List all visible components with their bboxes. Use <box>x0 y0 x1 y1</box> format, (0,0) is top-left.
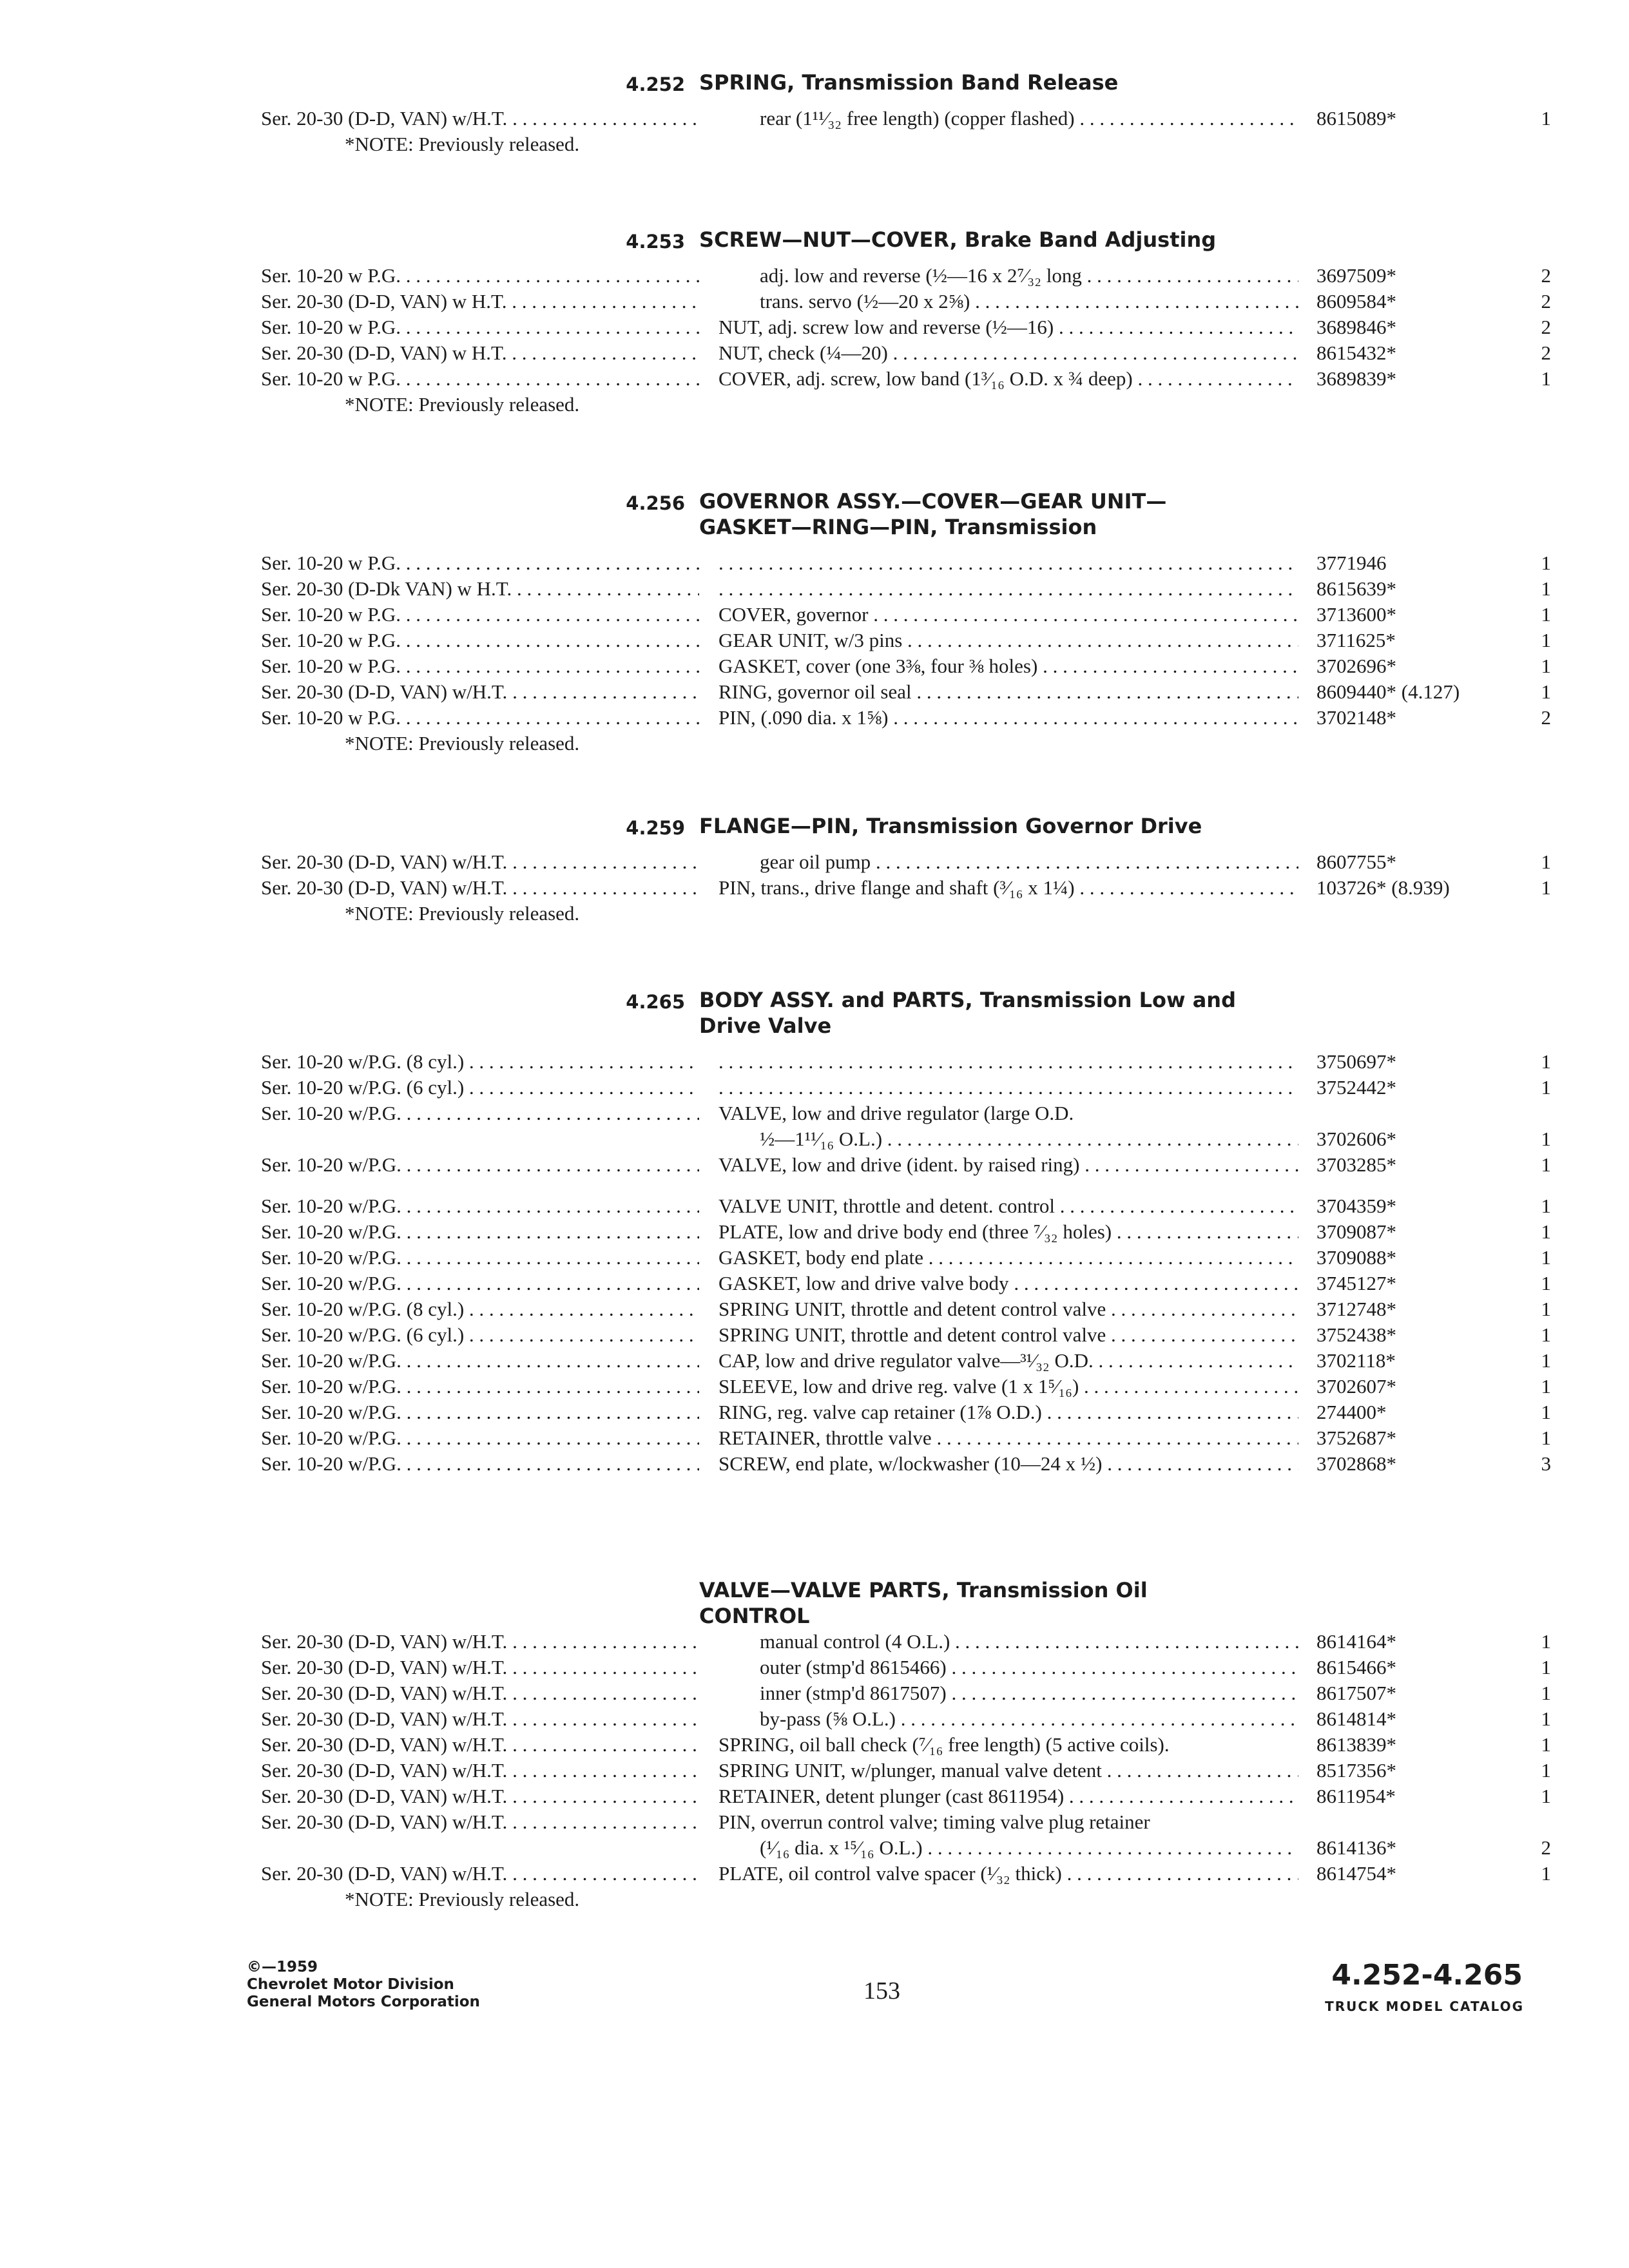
model-application: Ser. 20-30 (D-D, VAN) w/H.T. . . . <box>261 849 699 875</box>
section-title-line-1: VALVE—VALVE PARTS, Transmission Oil <box>699 1578 1148 1602</box>
part-description: manual control (4 O.L.) . . . <box>718 1629 1298 1655</box>
part-description: PIN, overrun control valve; timing valve plug retainer <box>718 1811 1150 1833</box>
part-description <box>718 1100 1298 1152</box>
model-application: Ser. 10-20 w/P.G. (6 cyl.) . . . <box>261 1322 699 1348</box>
section-title-line-2: Drive Valve <box>699 1014 832 1038</box>
part-row <box>0 550 1629 576</box>
section-4-256 <box>0 488 1629 756</box>
part-row <box>0 849 1629 875</box>
model-application: Ser. 20-30 (D-D, VAN) w/H.T. . . . <box>261 1629 699 1655</box>
section-header <box>0 488 1629 540</box>
part-number: 3702606* <box>1316 1128 1396 1150</box>
part-description: GASKET, body end plate . . . <box>718 1245 1298 1271</box>
part-description <box>718 1049 1298 1075</box>
model-application: Ser. 10-20 w/P.G. . . . <box>261 1100 699 1126</box>
section-4-253 <box>0 227 1629 418</box>
part-number: 3689839* <box>1316 367 1396 390</box>
part-row <box>0 1049 1629 1075</box>
quantity: 2 <box>1541 290 1551 312</box>
part-description: NUT, adj. screw low and reverse (½—16) . . . <box>718 314 1298 340</box>
quantity: 1 <box>1541 1153 1551 1176</box>
model-application: Ser. 20-30 (D-D, VAN) w/H.T. . . . <box>261 1861 699 1887</box>
part-description: outer (stmp'd 8615466) . . . <box>718 1655 1298 1680</box>
section-title-line-1: GOVERNOR ASSY.—COVER—GEAR UNIT— <box>699 489 1167 514</box>
part-row <box>0 1322 1629 1348</box>
part-row <box>0 1835 1629 1861</box>
part-row <box>0 1075 1629 1100</box>
part-row <box>0 1374 1629 1399</box>
section-number: 4.253 <box>626 231 685 253</box>
part-number: 8614164* <box>1316 1630 1396 1653</box>
model-application: Ser. 10-20 w P.G. . . . <box>261 314 699 340</box>
section-header <box>0 987 1629 1039</box>
model-application: Ser. 10-20 w/P.G. . . . <box>261 1152 699 1178</box>
part-row <box>0 1451 1629 1477</box>
part-number: 8517356* <box>1316 1759 1396 1782</box>
quantity: 1 <box>1541 1682 1551 1704</box>
model-application: Ser. 20-30 (D-D, VAN) w H.T. . . . <box>261 289 699 314</box>
part-row <box>0 106 1629 131</box>
section-4-259 <box>0 813 1629 927</box>
part-number: 3703285* <box>1316 1153 1396 1176</box>
model-application: Ser. 10-20 w/P.G. . . . <box>261 1348 699 1374</box>
section-number: 4.256 <box>626 492 685 514</box>
section-title-line-2: CONTROL <box>699 1604 810 1628</box>
part-description: PIN, trans., drive flange and shaft (³⁄₁₆ x 1¼) . . . <box>718 875 1298 901</box>
section-title <box>699 1577 1279 1629</box>
parts-list <box>0 263 1629 392</box>
part-description: rear (1¹¹⁄₃₂ free length) (copper flashed) . . . <box>718 106 1298 131</box>
part-number: 3709087* <box>1316 1220 1396 1243</box>
part-description: by-pass (⅝ O.L.) . . . <box>718 1706 1298 1732</box>
quantity: 1 <box>1541 1733 1551 1756</box>
quantity: 1 <box>1541 577 1551 600</box>
part-number: 8609440* (4.127) <box>1316 680 1460 703</box>
model-application: Ser. 10-20 w P.G. . . . <box>261 366 699 392</box>
part-row <box>0 1245 1629 1271</box>
part-number: 3771946 <box>1316 552 1387 574</box>
model-application: Ser. 20-30 (D-D, VAN) w/H.T. . . . <box>261 1783 699 1809</box>
part-row <box>0 1399 1629 1425</box>
quantity: 1 <box>1541 603 1551 626</box>
quantity: 1 <box>1541 1128 1551 1150</box>
part-number: 8614754* <box>1316 1862 1396 1885</box>
model-application: Ser. 20-30 (D-D, VAN) w/H.T. . . . <box>261 1655 699 1680</box>
quantity: 1 <box>1541 1759 1551 1782</box>
part-row <box>0 1861 1629 1887</box>
quantity: 2 <box>1541 341 1551 364</box>
quantity: 1 <box>1541 1375 1551 1398</box>
section-number: 4.259 <box>626 817 685 839</box>
part-row <box>0 340 1629 366</box>
quantity: 1 <box>1541 1220 1551 1243</box>
parts-list <box>0 849 1629 901</box>
page-number: 153 <box>863 1977 900 2004</box>
part-number: 3713600* <box>1316 603 1396 626</box>
part-description: RETAINER, throttle valve . . . <box>718 1425 1298 1451</box>
quantity: 2 <box>1541 706 1551 729</box>
part-description: GASKET, low and drive valve body . . . <box>718 1271 1298 1296</box>
part-number: 8617507* <box>1316 1682 1396 1704</box>
part-description: VALVE, low and drive (ident. by raised ring) . . . <box>718 1152 1298 1178</box>
part-row <box>0 1271 1629 1296</box>
model-application: Ser. 10-20 w/P.G. . . . <box>261 1245 699 1271</box>
part-description: RETAINER, detent plunger (cast 8611954) . . . <box>718 1783 1298 1809</box>
part-row <box>0 1348 1629 1374</box>
quantity: 2 <box>1541 1836 1551 1859</box>
section-title <box>699 987 1279 1039</box>
model-application: Ser. 10-20 w P.G. . . . <box>261 653 699 679</box>
part-row <box>0 1425 1629 1451</box>
part-row <box>0 1152 1629 1178</box>
part-description: SPRING UNIT, throttle and detent control valve . . . <box>718 1296 1298 1322</box>
model-application: Ser. 10-20 w/P.G. (8 cyl.) . . . <box>261 1049 699 1075</box>
model-application: Ser. 20-30 (D-D, VAN) w/H.T. . . . <box>261 1732 699 1758</box>
part-description: inner (stmp'd 8617507) . . . <box>718 1680 1298 1706</box>
part-description-line-1: VALVE, low and drive regulator (large O.D. <box>718 1102 1074 1124</box>
part-number: 3702868* <box>1316 1452 1396 1475</box>
part-description: COVER, governor . . . <box>718 602 1298 628</box>
part-row <box>0 1629 1629 1655</box>
model-application: Ser. 20-30 (D-D, VAN) w/H.T. . . . <box>261 875 699 901</box>
section-title-line-1: BODY ASSY. and PARTS, Transmission Low and <box>699 988 1236 1012</box>
quantity: 1 <box>1541 1630 1551 1653</box>
part-number: 8607755* <box>1316 850 1396 873</box>
section-4-265 <box>0 987 1629 1477</box>
part-row <box>0 1680 1629 1706</box>
part-row <box>0 1655 1629 1680</box>
quantity: 1 <box>1541 1349 1551 1372</box>
section-title <box>699 488 1279 540</box>
part-description: RING, reg. valve cap retainer (1⅞ O.D.) . . . <box>718 1399 1298 1425</box>
section-title: FLANGE—PIN, Transmission Governor Drive <box>699 814 1202 838</box>
section-number <box>0 1577 699 1581</box>
part-number: 8615432* <box>1316 341 1396 364</box>
part-row <box>0 1783 1629 1809</box>
part-row <box>0 1296 1629 1322</box>
part-row <box>0 602 1629 628</box>
part-row <box>0 366 1629 392</box>
quantity: 1 <box>1541 1272 1551 1294</box>
quantity: 2 <box>1541 264 1551 287</box>
model-application: Ser. 10-20 w/P.G. . . . <box>261 1193 699 1219</box>
part-description <box>718 576 1298 602</box>
part-row <box>0 263 1629 289</box>
quantity: 1 <box>1541 876 1551 899</box>
part-row <box>0 1193 1629 1219</box>
section-title-line-2: GASKET—RING—PIN, Transmission <box>699 515 1097 539</box>
part-number: 103726* (8.939) <box>1316 876 1450 899</box>
model-application: Ser. 20-30 (D-D, VAN) w/H.T. . . . <box>261 1758 699 1783</box>
quantity: 1 <box>1541 107 1551 130</box>
part-description: gear oil pump . . . <box>718 849 1298 875</box>
parts-list <box>0 1629 1629 1887</box>
part-row <box>0 576 1629 602</box>
quantity: 1 <box>1541 1656 1551 1678</box>
section-4-252 <box>0 70 1629 157</box>
part-number: 3704359* <box>1316 1195 1396 1217</box>
model-application: Ser. 10-20 w P.G. . . . <box>261 705 699 731</box>
section-valve-parts <box>0 1577 1629 1912</box>
copyright: ©—1959 <box>247 1959 318 1975</box>
section-number: 4.252 <box>626 73 685 95</box>
part-number: 8615639* <box>1316 577 1396 600</box>
part-description: SPRING, oil ball check (⁷⁄₁₆ free length) (5 active coils). <box>718 1733 1170 1756</box>
part-row <box>0 1809 1629 1835</box>
model-application: Ser. 20-30 (D-D, VAN) w/H.T. . . . <box>261 106 699 131</box>
part-number: 3711625* <box>1316 629 1396 651</box>
model-application: Ser. 20-30 (D-D, VAN) w/H.T. . . . <box>261 679 699 705</box>
part-number: 3752438* <box>1316 1323 1396 1346</box>
part-number: 3745127* <box>1316 1272 1396 1294</box>
model-application: Ser. 10-20 w P.G. . . . <box>261 550 699 576</box>
parts-list <box>0 106 1629 131</box>
part-number: 3752442* <box>1316 1076 1396 1099</box>
section-header <box>0 70 1629 95</box>
quantity: 1 <box>1541 1785 1551 1807</box>
model-application: Ser. 20-30 (D-D, VAN) w/H.T. . . . <box>261 1809 699 1835</box>
section-header <box>0 813 1629 839</box>
quantity: 1 <box>1541 850 1551 873</box>
quantity: 1 <box>1541 1401 1551 1423</box>
quantity: 1 <box>1541 655 1551 677</box>
note: *NOTE: Previously released. <box>345 902 580 925</box>
part-description: GASKET, cover (one 3⅜, four ⅜ holes) . . . <box>718 653 1298 679</box>
model-application: Ser. 10-20 w/P.G. (8 cyl.) . . . <box>261 1296 699 1322</box>
section-number: 4.265 <box>626 991 685 1013</box>
part-description: VALVE UNIT, throttle and detent. control . . . <box>718 1193 1298 1219</box>
part-description: CAP, low and drive regulator valve—³¹⁄₃₂ O.D. . . . <box>718 1348 1298 1374</box>
quantity: 1 <box>1541 1298 1551 1320</box>
section-range: 4.252-4.265 <box>1331 1959 1523 1992</box>
quantity: 1 <box>1541 367 1551 390</box>
quantity: 1 <box>1541 629 1551 651</box>
part-row <box>0 1758 1629 1783</box>
part-description: NUT, check (¼—20) . . . <box>718 340 1298 366</box>
part-description: PIN, (.090 dia. x 1⅝) . . . <box>718 705 1298 731</box>
parts-list <box>0 1049 1629 1477</box>
section-header <box>0 227 1629 253</box>
part-number: 3750697* <box>1316 1050 1396 1073</box>
model-application: Ser. 10-20 w/P.G. . . . <box>261 1451 699 1477</box>
model-application: Ser. 10-20 w/P.G. . . . <box>261 1219 699 1245</box>
note: *NOTE: Previously released. <box>345 732 580 754</box>
model-application: Ser. 10-20 w P.G. . . . <box>261 602 699 628</box>
publisher-division: Chevrolet Motor Division <box>247 1976 454 1993</box>
quantity: 1 <box>1541 1707 1551 1730</box>
part-number: 3702696* <box>1316 655 1396 677</box>
part-number: 8614814* <box>1316 1707 1396 1730</box>
part-number: 3709088* <box>1316 1246 1396 1269</box>
quantity: 1 <box>1541 680 1551 703</box>
part-row <box>0 289 1629 314</box>
part-row <box>0 875 1629 901</box>
part-description: PLATE, oil control valve spacer (¹⁄₃₂ thick) . . . <box>718 1861 1298 1887</box>
model-application: Ser. 10-20 w/P.G. (6 cyl.) . . . <box>261 1075 699 1100</box>
quantity: 1 <box>1541 1050 1551 1073</box>
part-description: adj. low and reverse (½—16 x 2⁷⁄₃₂ long . . . <box>718 263 1298 289</box>
quantity: 1 <box>1541 552 1551 574</box>
part-description-line-2: ½—1¹¹⁄₁₆ O.L.) . . . <box>718 1126 1298 1152</box>
catalog-title: TRUCK MODEL CATALOG <box>1325 1999 1524 2014</box>
part-number: 3712748* <box>1316 1298 1396 1320</box>
model-application: Ser. 10-20 w/P.G. . . . <box>261 1271 699 1296</box>
part-description: RING, governor oil seal . . . <box>718 679 1298 705</box>
section-title: SPRING, Transmission Band Release <box>699 70 1119 95</box>
part-row <box>0 1706 1629 1732</box>
part-number: 3702607* <box>1316 1375 1396 1398</box>
part-description: SPRING UNIT, throttle and detent control valve . . . <box>718 1322 1298 1348</box>
part-description: trans. servo (½—20 x 2⅝) . . . <box>718 289 1298 314</box>
part-number: 3702118* <box>1316 1349 1396 1372</box>
part-number: 3689846* <box>1316 316 1396 338</box>
quantity: 2 <box>1541 316 1551 338</box>
quantity: 1 <box>1541 1323 1551 1346</box>
note: *NOTE: Previously released. <box>345 393 580 416</box>
part-description: PLATE, low and drive body end (three ⁷⁄₃₂ holes) . . . <box>718 1219 1298 1245</box>
part-row <box>0 1732 1629 1758</box>
part-description: SCREW, end plate, w/lockwasher (10—24 x ½) . . . <box>718 1451 1298 1477</box>
part-row <box>0 1219 1629 1245</box>
publisher-corporation: General Motors Corporation <box>247 1994 480 2010</box>
part-number: 3702148* <box>1316 706 1396 729</box>
quantity: 1 <box>1541 1246 1551 1269</box>
part-description: COVER, adj. screw, low band (1³⁄₁₆ O.D. x ¾ deep) . . . <box>718 366 1298 392</box>
part-description: (¹⁄₁₆ dia. x ¹⁵⁄₁₆ O.L.) . . . <box>718 1835 1298 1861</box>
quantity: 3 <box>1541 1452 1551 1475</box>
part-description <box>718 1075 1298 1100</box>
note: *NOTE: Previously released. <box>345 133 580 155</box>
model-application: Ser. 10-20 w/P.G. . . . <box>261 1399 699 1425</box>
part-row <box>0 679 1629 705</box>
part-description: SLEEVE, low and drive reg. valve (1 x 1⁵⁄₁₆) . . . <box>718 1374 1298 1399</box>
part-row <box>0 653 1629 679</box>
model-application: Ser. 10-20 w P.G. . . . <box>261 263 699 289</box>
part-row <box>0 1100 1629 1152</box>
footer-publisher <box>247 1959 480 2011</box>
part-number: 8615466* <box>1316 1656 1396 1678</box>
part-row <box>0 705 1629 731</box>
section-title: SCREW—NUT—COVER, Brake Band Adjusting <box>699 227 1217 252</box>
section-header <box>0 1577 1629 1629</box>
part-number: 8613839* <box>1316 1733 1396 1756</box>
parts-list <box>0 550 1629 731</box>
model-application: Ser. 10-20 w P.G. . . . <box>261 628 699 653</box>
model-application: Ser. 20-30 (D-D, VAN) w/H.T. . . . <box>261 1680 699 1706</box>
part-number: 8609584* <box>1316 290 1396 312</box>
part-number: 8614136* <box>1316 1836 1396 1859</box>
part-number: 3752687* <box>1316 1427 1396 1449</box>
model-application: Ser. 10-20 w/P.G. . . . <box>261 1374 699 1399</box>
quantity: 1 <box>1541 1427 1551 1449</box>
part-row <box>0 628 1629 653</box>
part-number: 3697509* <box>1316 264 1396 287</box>
part-number: 8611954* <box>1316 1785 1396 1807</box>
model-application: Ser. 20-30 (D-Dk VAN) w H.T. . . . <box>261 576 699 602</box>
part-description <box>718 550 1298 576</box>
model-application: Ser. 10-20 w/P.G. . . . <box>261 1425 699 1451</box>
part-description: SPRING UNIT, w/plunger, manual valve detent . . . <box>718 1758 1298 1783</box>
quantity: 1 <box>1541 1862 1551 1885</box>
model-application: Ser. 20-30 (D-D, VAN) w/H.T. . . . <box>261 1706 699 1732</box>
part-number: 274400* <box>1316 1401 1387 1423</box>
part-row <box>0 314 1629 340</box>
quantity: 1 <box>1541 1076 1551 1099</box>
model-application: Ser. 20-30 (D-D, VAN) w H.T. . . . <box>261 340 699 366</box>
part-number: 8615089* <box>1316 107 1396 130</box>
quantity: 1 <box>1541 1195 1551 1217</box>
note: *NOTE: Previously released. <box>345 1888 580 1910</box>
part-description: GEAR UNIT, w/3 pins . . . <box>718 628 1298 653</box>
